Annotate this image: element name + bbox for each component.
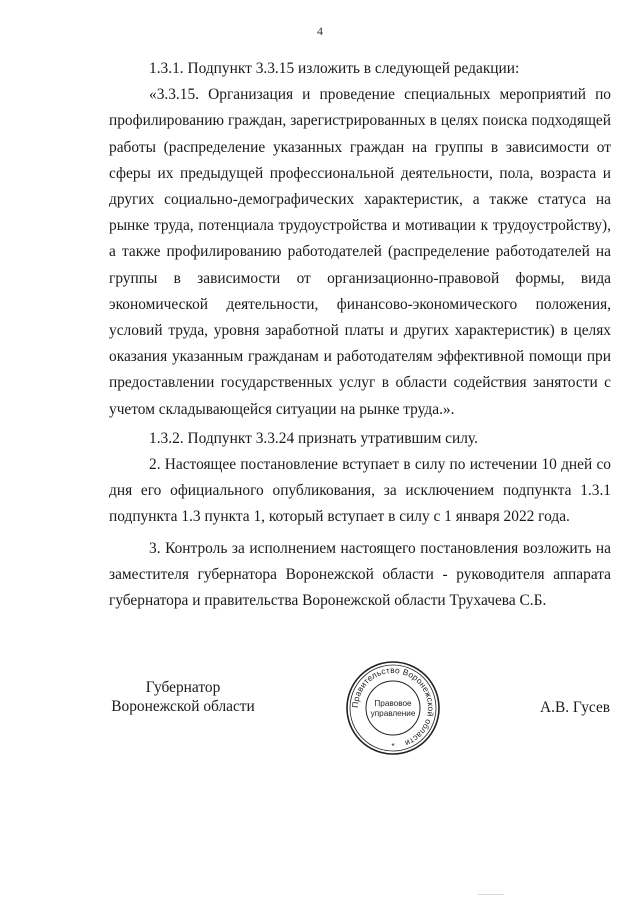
stamp-center-line-1: Правовое (374, 699, 412, 708)
paragraph-2: 2. Настоящее постановление вступает в силу по истечении 10 дней со дня его официального опубликования, за исключением подпункта 1.3.1 подпункта 1.3 пункта 1, который вступает в силу с 1 января 2022 года. (109, 456, 611, 526)
stamp-ring-text: Правительство Воронежской области (349, 664, 437, 749)
paragraph-3-3-15: «3.3.15. Организация и проведение специальных мероприятий по профилированию граждан, зарегистрированных в целях поиска подходящей работы (распределение указанных граждан на группы в зависимости от сферы их предыдущей профессиональной деятельности, пола, возраста и других социально-демографических характеристик, а также статуса на рынке труда, потенциала трудоустройства и мотивации к трудоустройству), а также профилированию работодателей (распределение работодателей на группы в зависимости от организационно-правовой формы, вида экономической деятельности, финансово-экономического положения, условий труда, уровня заработной платы и других характеристик) в целях оказания указанным гражданам и работодателям эффективной помощи при предоставлении государственных услуг в области содействия занятости с учетом складывающейся ситуации на рынке труда.». (109, 86, 611, 418)
paragraph-1-3-1: 1.3.1. Подпункт 3.3.15 изложить в следующей редакции: (149, 60, 520, 77)
signatory-name: А.В. Гусев (540, 699, 611, 716)
stamp-star-mark: * (391, 742, 395, 751)
signatory-title (108, 678, 258, 716)
stamp-center-line-2: управление (370, 709, 416, 718)
page-number: 4 (317, 24, 323, 38)
stamp-seal (344, 659, 442, 757)
signatory-title-line-2: Воронежской области (111, 698, 255, 715)
signatory-title-line-1: Губернатор (145, 679, 221, 696)
scan-artifact (478, 894, 504, 895)
document-body (109, 56, 611, 614)
paragraph-3: 3. Контроль за исполнением настоящего постановления возложить на заместителя губернатора Воронежской области - руководителя аппарата губернатора и правительства Воронежской области Трухачева С.Б. (109, 539, 611, 610)
official-stamp (344, 659, 442, 757)
paragraph-1-3-2: 1.3.2. Подпункт 3.3.24 признать утратившим силу. (149, 429, 478, 447)
